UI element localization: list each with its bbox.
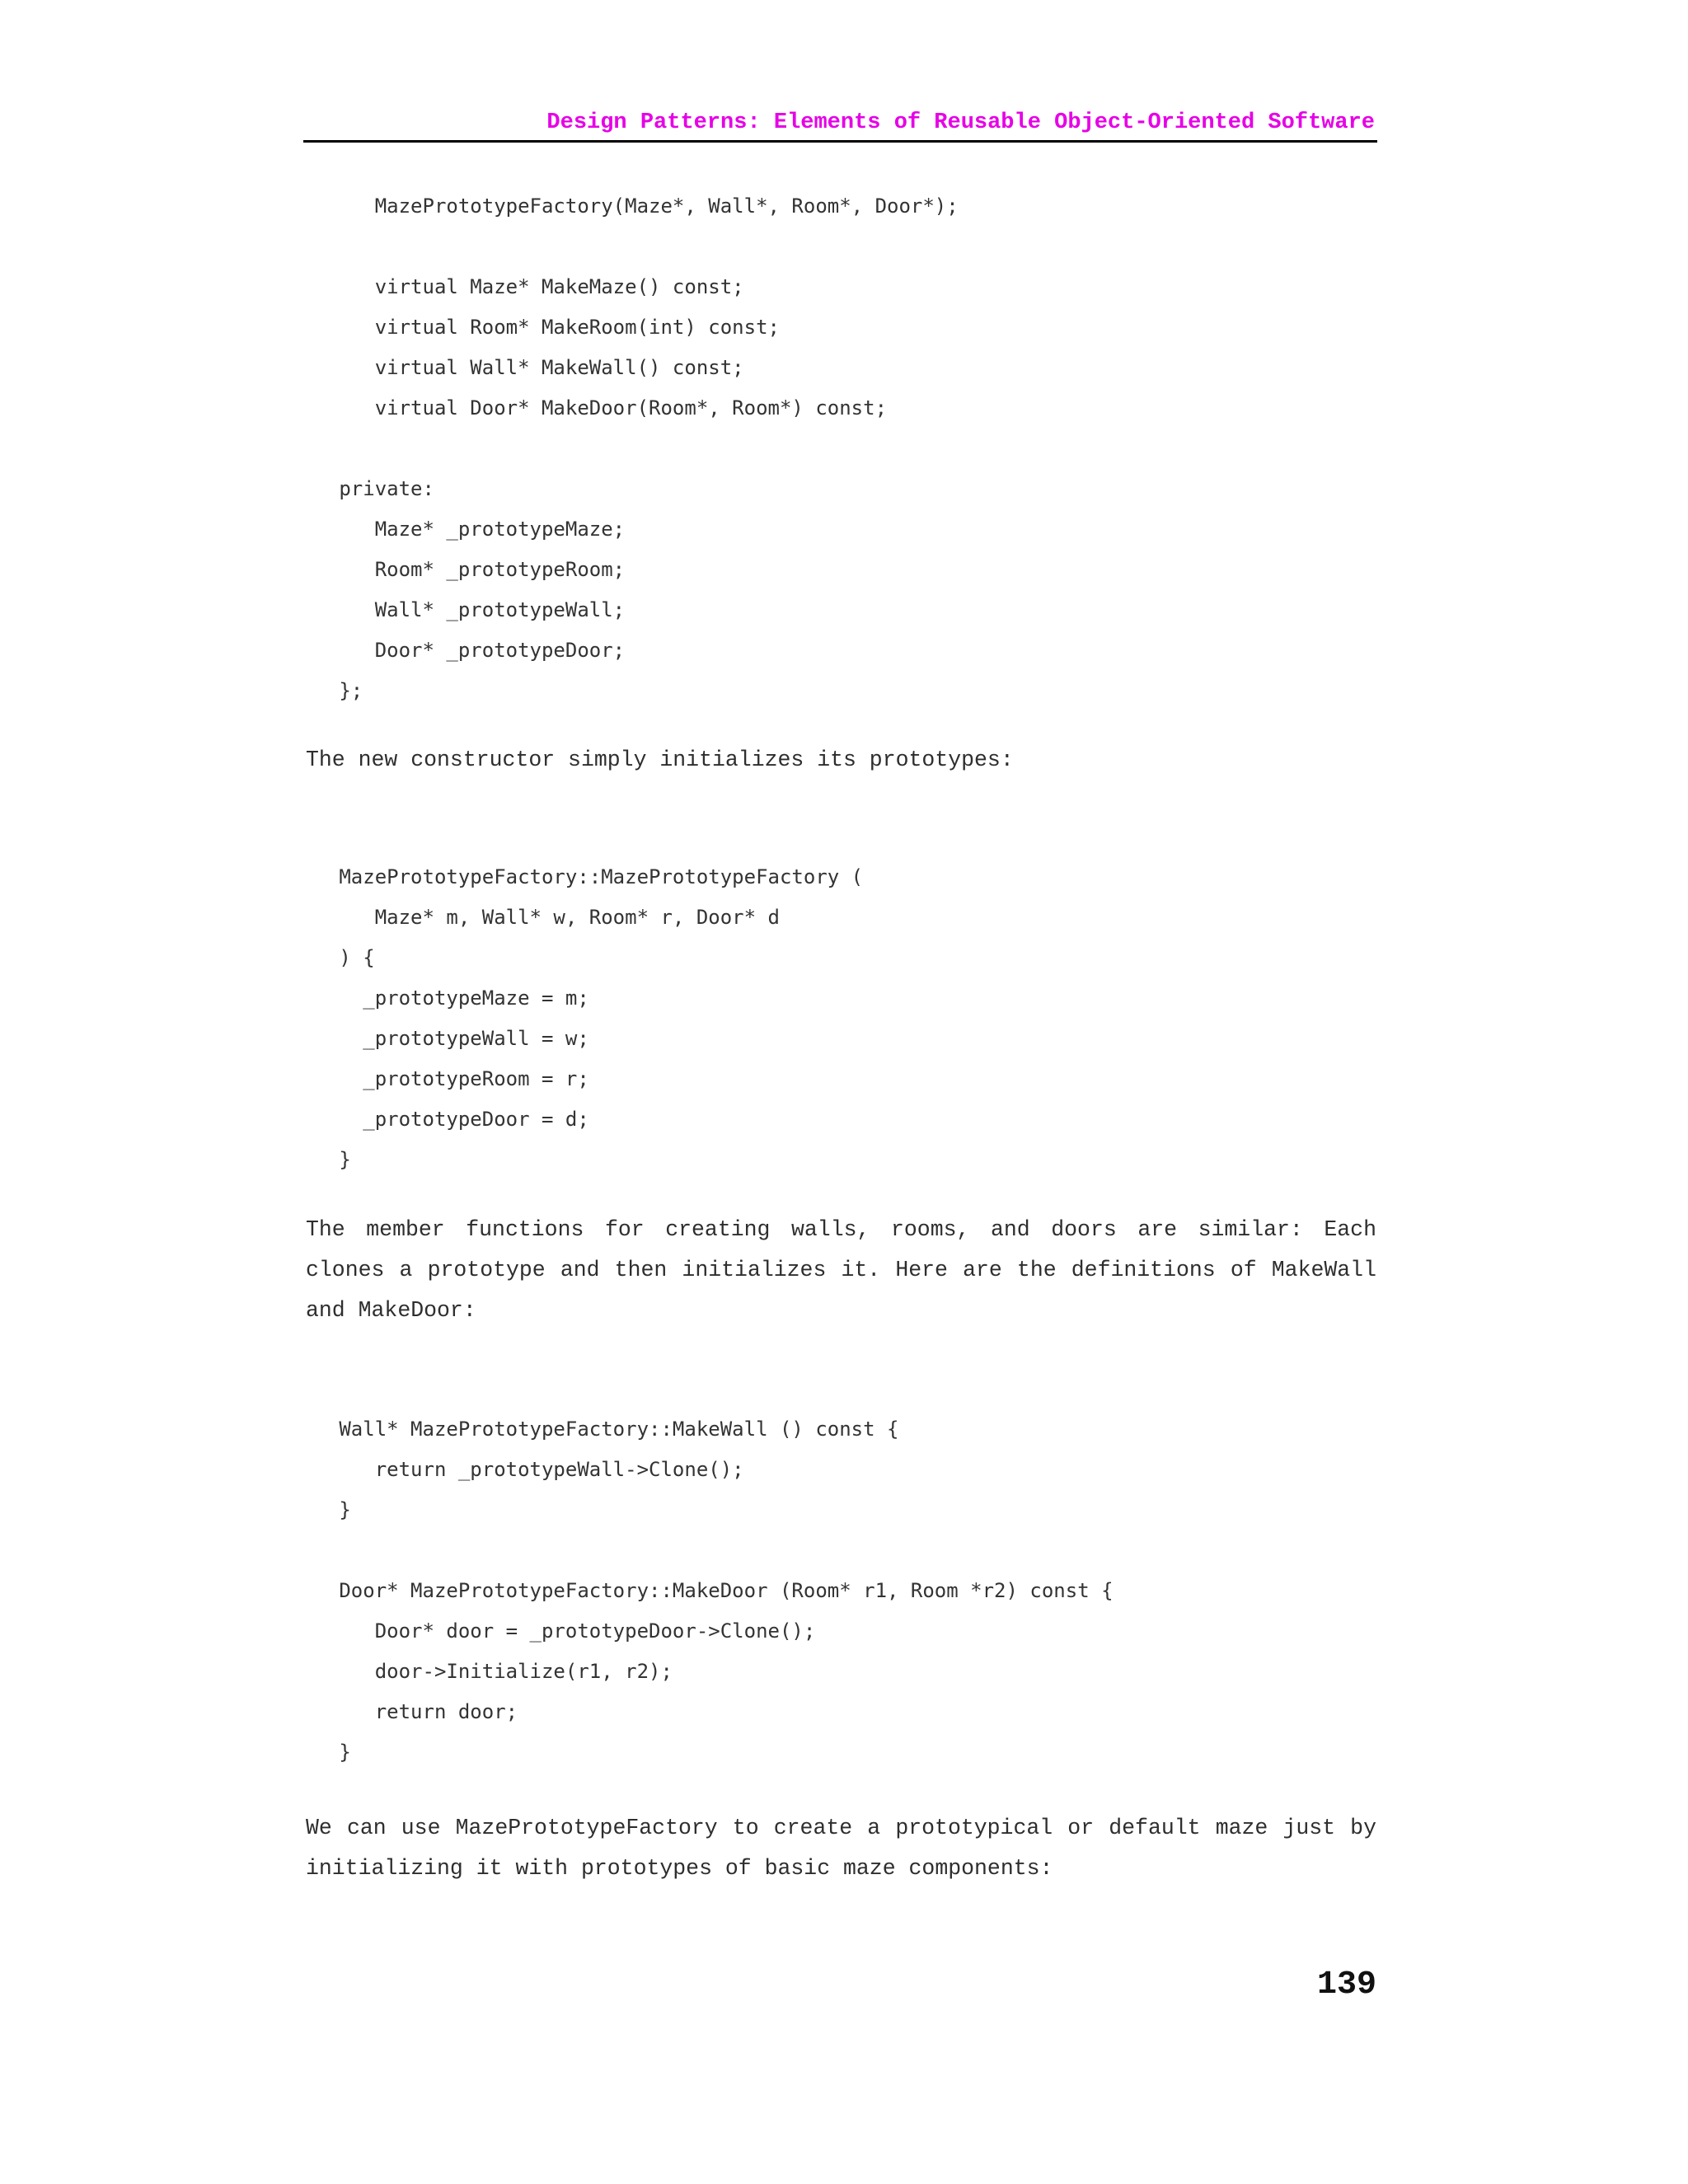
page-number: 139: [1316, 1966, 1376, 2004]
code-line: Door* MazePrototypeFactory::MakeDoor (Room* r1, Room *r2) const {: [303, 1579, 1114, 1602]
paragraph-default-maze: We can use MazePrototypeFactory to create a prototypical or default maze just by initializing it with prototypes of basic maze components:: [306, 1816, 1376, 1881]
code-line: _prototypeDoor = d;: [303, 1108, 589, 1131]
code-line: return door;: [303, 1700, 518, 1723]
code-line: Door* _prototypeDoor;: [303, 639, 626, 662]
code-line: [303, 1530, 1114, 1571]
code-line: MazePrototypeFactory::MazePrototypeFactory (: [303, 865, 864, 888]
code-line: [303, 429, 959, 469]
paragraph-member-functions: The member functions for creating walls, rooms, and doors are similar: Each clones a prototype and then initializes it. Here are the definitions of MakeWall and MakeDoor:: [306, 1217, 1376, 1323]
code-line: _prototypeWall = w;: [303, 1027, 589, 1050]
code-line: return _prototypeWall->Clone();: [303, 1458, 744, 1481]
code-line: }: [303, 1741, 351, 1764]
code-line: Wall* _prototypeWall;: [303, 598, 626, 621]
code-line: private:: [303, 477, 434, 500]
code-line: virtual Wall* MakeWall() const;: [303, 356, 744, 379]
code-line: [303, 227, 959, 267]
code-line: ) {: [303, 946, 375, 969]
code-line: Maze* _prototypeMaze;: [303, 518, 626, 541]
code-block-class-declaration: [303, 186, 959, 711]
code-line: virtual Maze* MakeMaze() const;: [303, 275, 744, 298]
code-line: virtual Room* MakeRoom(int) const;: [303, 316, 780, 339]
code-line: virtual Door* MakeDoor(Room*, Room*) const;: [303, 396, 888, 419]
running-header: Design Patterns: Elements of Reusable Object-Oriented Software: [546, 110, 1375, 135]
code-line: _prototypeMaze = m;: [303, 987, 589, 1010]
code-line: Room* _prototypeRoom;: [303, 558, 626, 581]
code-line: Door* door = _prototypeDoor->Clone();: [303, 1619, 816, 1643]
paragraph-constructor-intro: The new constructor simply initializes its prototypes:: [306, 748, 1014, 772]
code-line: }: [303, 1498, 351, 1521]
code-line: };: [303, 679, 363, 702]
code-line: door->Initialize(r1, r2);: [303, 1660, 673, 1683]
code-line: MazePrototypeFactory(Maze*, Wall*, Room*, Door*);: [303, 194, 959, 218]
code-line: _prototypeRoom = r;: [303, 1067, 589, 1090]
code-line: }: [303, 1148, 351, 1171]
header-rule: [303, 140, 1377, 143]
code-block-make-functions: [303, 1409, 1114, 1773]
code-line: Maze* m, Wall* w, Room* r, Door* d: [303, 906, 780, 929]
code-block-constructor: [303, 857, 863, 1180]
code-line: Wall* MazePrototypeFactory::MakeWall () const {: [303, 1418, 899, 1441]
